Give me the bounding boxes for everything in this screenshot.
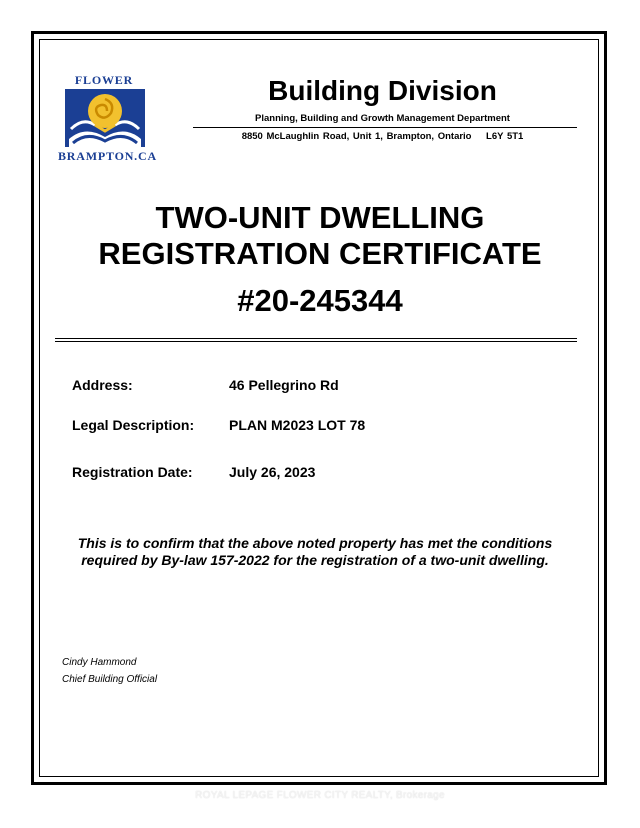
certificate-title <box>60 200 580 272</box>
department-name: Planning, Building and Growth Management Department <box>255 113 510 124</box>
logo-top-text: FLOWER <box>74 73 134 87</box>
registration-date-label: Registration Date: <box>72 464 193 480</box>
statement-line1: This is to confirm that the above noted property has met the conditions <box>77 535 553 551</box>
logo-bottom-text: BRAMPTON.CA <box>58 149 157 163</box>
flower-city-logo-icon <box>65 89 145 147</box>
department-address: 8850 McLaughlin Road, Unit 1, Brampton, Ontario L6Y 5T1 <box>241 131 524 142</box>
brampton-logo <box>58 73 157 165</box>
certificate-title-line1: TWO-UNIT DWELLING <box>155 200 485 235</box>
header-divider <box>193 127 577 128</box>
legal-description-label: Legal Description: <box>72 417 195 433</box>
certificate-title-line2: REGISTRATION CERTIFICATE <box>98 236 542 271</box>
registration-date-value: July 26, 2023 <box>229 464 316 480</box>
division-title: Building Division <box>268 75 497 106</box>
double-rule-bottom <box>55 341 577 342</box>
confirmation-statement <box>60 535 570 569</box>
signatory-name: Cindy Hammond <box>62 657 137 668</box>
signatory-title: Chief Building Official <box>62 674 158 685</box>
double-rule-top <box>55 338 577 339</box>
legal-description-value: PLAN M2023 LOT 78 <box>229 417 366 433</box>
statement-line2: required by By-law 157-2022 for the registration of a two-unit dwelling. <box>81 552 549 568</box>
brokerage-watermark: ROYAL LEPAGE FLOWER CITY REALTY, Brokerage <box>195 790 445 801</box>
address-label: Address: <box>72 377 133 393</box>
certificate-number: #20-245344 <box>237 283 403 318</box>
address-value: 46 Pellegrino Rd <box>229 377 339 393</box>
